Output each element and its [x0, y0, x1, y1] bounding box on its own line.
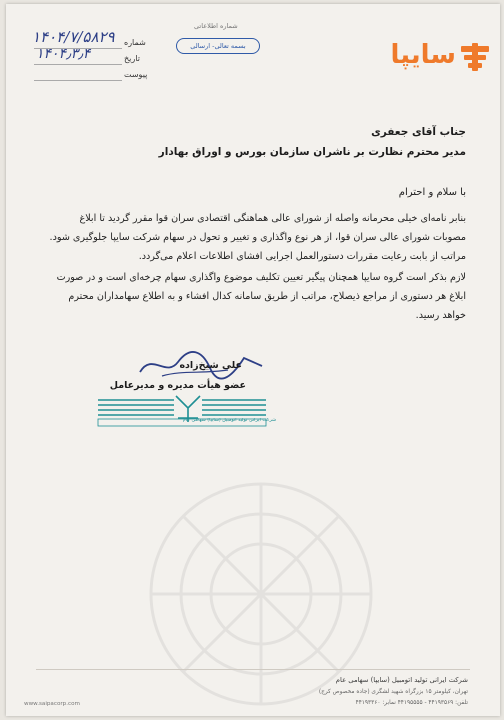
- footer-website: www.saipacorp.com: [24, 701, 80, 707]
- footer-company: شرکت ایرانی تولید اتومبیل (سایپا) سهامی عام: [335, 676, 468, 684]
- greeting: با سلام و احترام: [398, 187, 466, 198]
- letter-page: [6, 4, 500, 716]
- body-paragraph-2: لازم بذکر است گروه سایپا همچنان پیگیر تعیین تکلیف موضوع واگذاری سهام چرخه‌ای است و در صورت ابلاغ هر دستوری از مراجع ذیصلاح، مراتب از طریق سامانه کدال افشاء و به اطلاع سهامداران محترم خواهد رسید.: [56, 272, 466, 321]
- body-paragraph-1: بنابر نامه‌ای خیلی محرمانه واصله از شورای عالی هماهنگی اقتصادی سران قوا مقرر گردید تا ابلاغ مصوبات شورای عالی سران قوا، از هر نوع واگذاری و تغییر و تحول در سهام شرکت سایپا جلوگیری شود. مراتب از بابت رعایت مقررات دستورالعمل اجرایی افشای اطلاعات اعلام می‌گردد.: [49, 213, 466, 262]
- marking-label: شماره اطلاعاتی: [194, 22, 238, 30]
- footer-address: تهران، کیلومتر ۱۵ بزرگراه شهید لشگری (جاده مخصوص کرج): [318, 689, 468, 695]
- saipa-logo: [390, 38, 494, 78]
- seal-text: شرکت ایرانی تولید اتومبیل (سایپا) سهامی عام: [182, 418, 276, 423]
- signer-title: عضو هیأت مدیره و مدیرعامل: [109, 380, 246, 391]
- attachment-label: پیوست: [124, 70, 148, 79]
- saipa-emblem-icon: [458, 40, 492, 74]
- footer-divider: [36, 669, 470, 670]
- recipient-name: جناب آقای جعفری: [371, 126, 466, 138]
- letter-number: ۱۴۰۴/۷/۵۸۲۹: [32, 28, 115, 46]
- date-line: [34, 64, 122, 65]
- attachment-line: [34, 80, 122, 81]
- signer-name: علی شیخ‌زاده: [179, 360, 242, 371]
- brand-name: سایپا: [390, 40, 456, 70]
- footer-phone: تلفن: ۴۴۱۹۳۵۶۹ - ۴۴۱۹۵۵۵۵ نمابر: ۴۴۱۹۳۳۶۰: [355, 700, 468, 706]
- number-label: شماره: [124, 38, 146, 47]
- date-label: تاریخ: [124, 54, 140, 63]
- recipient-title: مدیر محترم نظارت بر ناشران سازمان بورس و اوراق بهادار: [158, 146, 466, 158]
- letter-date: ۱۴۰۴٫۳٫۴: [36, 46, 91, 62]
- category-stamp: بسمه تعالی- ارسالی: [176, 38, 260, 54]
